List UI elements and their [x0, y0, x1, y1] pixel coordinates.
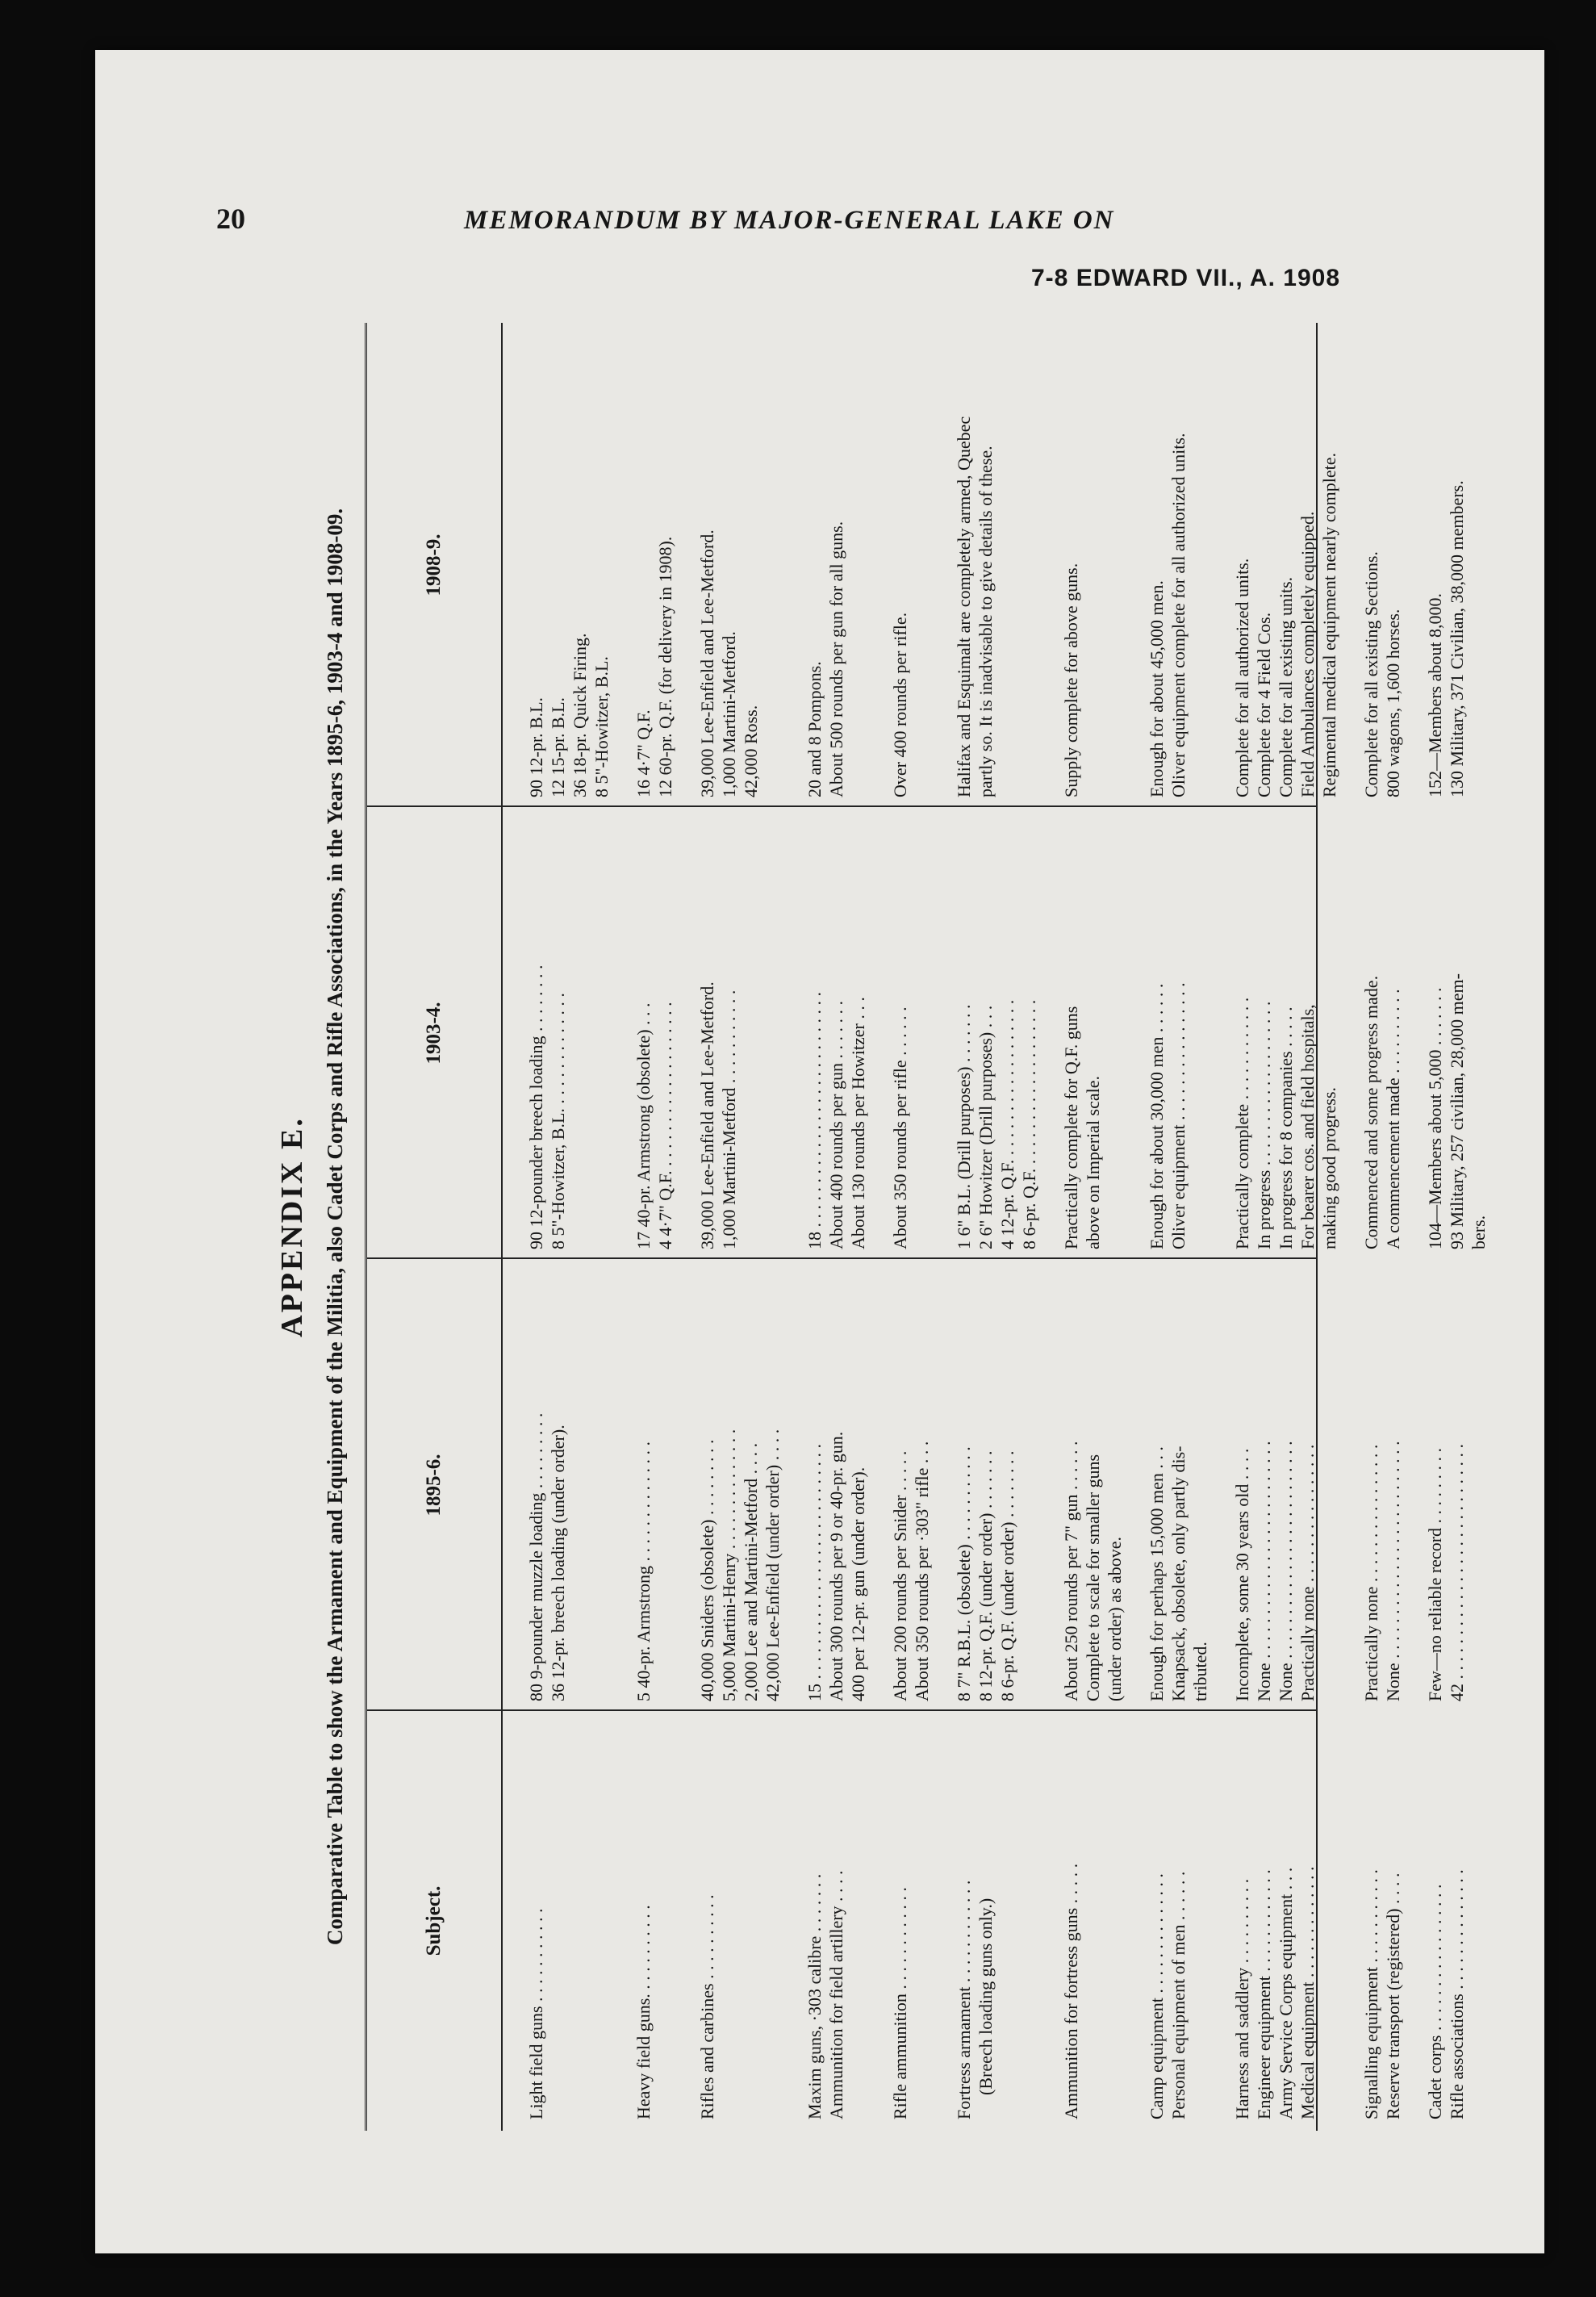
cell-line: About 350 rounds per rifle . . . . . .: [890, 1006, 910, 1249]
cell-y1903: [1146, 814, 1189, 1249]
cell-y1895: [953, 1266, 1018, 1701]
cell-line: Enough for about 30,000 men . . . . . .: [1147, 983, 1167, 1249]
cell-line: 130 Military, 371 Civilian, 38,000 members.: [1447, 480, 1467, 797]
cell-line: Heavy field guns. . . . . . . . . . .: [633, 1905, 654, 2119]
cell-y1903: [1424, 814, 1489, 1249]
cell-line: 8 5"-Howitzer, B.L. . . . . . . . . . . . . .: [548, 993, 568, 1249]
cell-line: Oliver equipment . . . . . . . . . . . . . . . .: [1168, 982, 1189, 1249]
cell-line: 2,000 Lee and Martini-Metford . . . .: [741, 1442, 761, 1701]
cell-line: 42,000 Lee-Enfield (under order) . . . .: [762, 1429, 783, 1701]
cell-y1903: [696, 814, 740, 1249]
cell-line: 5,000 Martini-Henry . . . . . . . . . . . . . .: [719, 1429, 739, 1701]
cell-line: 12 60-pr. Q.F. (for delivery in 1908).: [655, 536, 675, 797]
cell-y1903: [525, 814, 569, 1249]
cell-line: 39,000 Lee-Enfield and Lee-Metford.: [697, 529, 717, 797]
cell-line: In progress for 8 companies . . . . .: [1276, 1006, 1296, 1249]
cell-line: Knapsack, obsolete, only partly dis-: [1168, 1446, 1189, 1701]
cell-line: Medical equipment . . . . . . . . . . . . .: [1297, 1866, 1318, 2119]
column-header-1903: 1903-4.: [423, 1002, 445, 1065]
cell-line: 400 per 12-pr. gun (under order).: [848, 1466, 868, 1701]
cell-line: None . . . . . . . . . . . . . . . . . . . . . . . . .: [1276, 1441, 1296, 1701]
cell-y1908: [1060, 329, 1082, 797]
cell-y1895: [804, 1266, 869, 1701]
cell-subject: [1146, 1716, 1189, 2119]
running-head: MEMORANDUM BY MAJOR-GENERAL LAKE ON: [464, 206, 1115, 235]
cell-line: 104—Members about 5,000 . . . . . . .: [1425, 987, 1445, 1249]
column-header-1895: 1895-6.: [423, 1454, 445, 1517]
cell-line: About 400 rounds per gun . . . . . . .: [826, 1001, 846, 1249]
cell-line: 8 6-pr. Q.F. . . . . . . . . . . . . . . . . . . .: [1019, 999, 1039, 1249]
cell-y1903: [953, 814, 1040, 1249]
cell-line: 8 5"-Howitzer, B.L.: [591, 656, 612, 797]
cell-line: Fortress armament . . . . . . . . . . . .: [954, 1880, 974, 2119]
cell-line: About 250 rounds per 7" gun . . . . . .: [1061, 1441, 1081, 1701]
cell-line: 15 . . . . . . . . . . . . . . . . . . . . . . . . . . .: [804, 1444, 825, 1701]
cell-y1908: [633, 329, 676, 797]
cell-line: Few—no reliable record . . . . . . . . .: [1425, 1447, 1445, 1701]
cell-line: Reserve transport (registered) . . . .: [1383, 1872, 1403, 2119]
cell-line: bers.: [1469, 1215, 1489, 1249]
cell-y1908: [1146, 329, 1189, 797]
cell-line: 800 wagons, 1,600 horses.: [1383, 609, 1403, 797]
cell-y1895: [1146, 1266, 1211, 1701]
cell-y1908: [804, 329, 847, 797]
cell-subject: [696, 1716, 718, 2119]
cell-line: Maxim guns, ·303 calibre . . . . . . .: [804, 1873, 825, 2119]
cell-line: Oliver equipment complete for all authorized units.: [1168, 433, 1189, 797]
cell-y1895: [1060, 1266, 1126, 1701]
cell-y1908: [953, 329, 996, 797]
cell-line: 42,000 Ross.: [741, 705, 761, 797]
cell-y1895: [696, 1266, 783, 1701]
cell-line: Light field guns . . . . . . . . . . .: [526, 1908, 546, 2119]
cell-subject: [889, 1716, 911, 2119]
cell-line: 20 and 8 Pompons.: [804, 661, 825, 797]
cell-line: 4 4·7" Q.F. . . . . . . . . . . . . . . . . . . .: [655, 1002, 675, 1249]
cell-line: 5 40-pr. Armstrong . . . . . . . . . . . . . .: [633, 1441, 654, 1701]
session-note: 7-8 EDWARD VII., A. 1908: [1031, 265, 1341, 291]
column-divider: [367, 1257, 1318, 1259]
cell-y1903: [1360, 814, 1404, 1249]
cell-line: making good progress.: [1319, 1086, 1339, 1249]
cell-line: 93 Military, 257 civilian, 28,000 mem-: [1447, 973, 1467, 1249]
cell-y1895: [889, 1266, 933, 1701]
cell-y1903: [1060, 814, 1104, 1249]
cell-line: Complete for 4 Field Cos.: [1254, 612, 1274, 797]
cell-line: Halifax and Esquimalt are completely armed, Quebec: [954, 416, 974, 797]
cell-line: Complete for all existing units.: [1276, 576, 1296, 797]
cell-line: 1 6" B.L. (Drill purposes) . . . . . . .: [954, 1004, 974, 1249]
cell-y1908: [1424, 329, 1468, 797]
cell-line: 90 12-pounder breech loading . . . . . . . .: [526, 964, 546, 1249]
cell-line: partly so. It is inadvisable to give details of these.: [976, 446, 996, 797]
cell-line: None . . . . . . . . . . . . . . . . . . . . . . . . .: [1254, 1441, 1274, 1701]
cell-line: 1,000 Martini-Metford . . . . . . . . . . .: [719, 990, 739, 1249]
cell-line: 12 15-pr. B.L.: [548, 697, 568, 797]
cell-subject: [1360, 1716, 1404, 2119]
cell-y1908: [1360, 329, 1404, 797]
cell-line: 39,000 Lee-Enfield and Lee-Metford.: [697, 981, 717, 1249]
cell-line: Rifle ammunition . . . . . . . . . . . .: [890, 1887, 910, 2119]
cell-line: Practically none . . . . . . . . . . . . . . . .: [1297, 1444, 1318, 1701]
cell-line: 90 12-pr. B.L.: [526, 697, 546, 797]
cell-line: None . . . . . . . . . . . . . . . . . . . . . . . . .: [1383, 1441, 1403, 1701]
cell-line: Field Ambulances completely equipped.: [1297, 511, 1318, 797]
cell-line: Complete to scale for smaller guns: [1083, 1454, 1103, 1701]
cell-line: (Breech loading guns only.): [976, 1897, 996, 2095]
cell-line: Cadet corps . . . . . . . . . . . . . . . . .: [1425, 1884, 1445, 2119]
cell-y1908: [525, 329, 612, 797]
cell-line: Supply complete for above guns.: [1061, 563, 1081, 797]
cell-line: 8 7" R.B.L. (obsolete) . . . . . . . . . . .: [954, 1446, 974, 1701]
cell-y1903: [889, 814, 911, 1249]
cell-line: Practically complete for Q.F. guns: [1061, 1006, 1081, 1249]
cell-line: Enough for perhaps 15,000 men . . .: [1147, 1446, 1167, 1701]
cell-subject: [1231, 1716, 1318, 2119]
appendix-title: APPENDIX E.: [275, 1116, 309, 1337]
cell-line: 42 . . . . . . . . . . . . . . . . . . . . . . . . . . .: [1447, 1444, 1467, 1701]
cell-line: For bearer cos. and field hospitals,: [1297, 1004, 1318, 1249]
cell-y1895: [1231, 1266, 1318, 1701]
comparative-table: [365, 323, 1489, 2131]
cell-line: Ammunition for field artillery . . . .: [826, 1870, 846, 2119]
page-number: 20: [216, 203, 245, 235]
cell-line: Signalling equipment . . . . . . . . . . .: [1361, 1869, 1381, 2119]
cell-line: Practically complete . . . . . . . . . . . .: [1232, 997, 1252, 1249]
cell-line: Rifles and carbines . . . . . . . . . .: [697, 1894, 717, 2119]
cell-line: Practically none . . . . . . . . . . . . . . . .: [1361, 1444, 1381, 1701]
cell-line: About 200 rounds per Snider . . . . .: [890, 1450, 910, 1701]
cell-line: A commencement made . . . . . . . . . .: [1383, 989, 1403, 1249]
cell-line: Ammunition for fortress guns . . . . .: [1061, 1863, 1081, 2119]
cell-line: Engineer equipment . . . . . . . . . . . .: [1254, 1869, 1274, 2119]
cell-line: About 130 rounds per Howitzer . . .: [848, 997, 868, 1249]
cell-y1908: [889, 329, 911, 797]
header-rule: [501, 323, 503, 2131]
column-divider: [367, 1709, 1318, 1711]
cell-line: About 500 rounds per gun for all guns.: [826, 521, 846, 797]
cell-subject: [1424, 1716, 1468, 2119]
cell-line: Complete for all existing Sections.: [1361, 551, 1381, 797]
cell-y1895: [1424, 1266, 1468, 1701]
cell-subject: [953, 1716, 996, 2119]
cell-line: Army Service Corps equipment . . .: [1276, 1867, 1296, 2119]
cell-line: tributed.: [1190, 1642, 1210, 1701]
cell-subject: [633, 1716, 654, 2119]
cell-line: 1,000 Martini-Metford.: [719, 631, 739, 797]
cell-line: About 300 rounds per 9 or 40-pr. gun.: [826, 1431, 846, 1701]
column-header-1908: 1908-9.: [423, 533, 445, 596]
rotated-table-block: [242, 323, 1489, 2131]
cell-line: above on Imperial scale.: [1083, 1075, 1103, 1249]
cell-line: 18 . . . . . . . . . . . . . . . . . . . . . . . . . . .: [804, 992, 825, 1249]
cell-line: 40,000 Sniders (obsolete) . . . . . . . . .: [697, 1439, 717, 1701]
cell-y1895: [1360, 1266, 1404, 1701]
column-divider: [367, 805, 1318, 807]
cell-subject: [1060, 1716, 1082, 2119]
cell-subject: [525, 1716, 547, 2119]
cell-line: Rifle associations . . . . . . . . . . . . . .: [1447, 1869, 1467, 2119]
cell-line: Over 400 rounds per rifle.: [890, 612, 910, 797]
cell-y1903: [1231, 814, 1340, 1249]
cell-line: 36 12-pr. breech loading (under order).: [548, 1425, 568, 1701]
cell-line: 4 12-pr. Q.F. . . . . . . . . . . . . . . . . . .: [997, 999, 1017, 1249]
cell-line: Complete for all authorized units.: [1232, 558, 1252, 797]
cell-line: (under order) as above.: [1105, 1536, 1125, 1701]
cell-line: 8 12-pr. Q.F. (under order) . . . . . . .: [976, 1450, 996, 1701]
cell-line: Harness and saddlery . . . . . . . . . .: [1232, 1878, 1252, 2119]
cell-y1895: [633, 1266, 654, 1701]
cell-subject: [804, 1716, 847, 2119]
cell-y1908: [1231, 329, 1340, 797]
cell-line: 36 18-pr. Quick Firing.: [570, 633, 590, 797]
cell-line: 152—Members about 8,000.: [1425, 593, 1445, 797]
cell-y1903: [804, 814, 869, 1249]
cell-line: 8 6-pr. Q.F. (under order) . . . . . . . .: [997, 1450, 1017, 1701]
cell-line: Commenced and some progress made.: [1361, 975, 1381, 1249]
cell-line: 80 9-pounder muzzle loading . . . . . . . . .: [526, 1412, 546, 1701]
table-caption: Comparative Table to show the Armament and Equipment of the Militia, also Cadet Corps and Rifle Associations, in the Years 1895-6, 1903-4 and 1908-09.: [323, 508, 347, 1946]
cell-line: Camp equipment . . . . . . . . . . . . . .: [1147, 1873, 1167, 2119]
cell-line: In progress . . . . . . . . . . . . . . . . . . .: [1254, 1001, 1274, 1249]
cell-y1908: [696, 329, 762, 797]
cell-line: Incomplete, some 30 years old . . . .: [1232, 1448, 1252, 1701]
cell-line: Regimental medical equipment nearly complete.: [1319, 452, 1339, 797]
cell-y1903: [633, 814, 676, 1249]
cell-line: 2 6" Howitzer (Drill purposes) . . .: [976, 1005, 996, 1249]
cell-line: About 350 rounds per ·303" rifle . . .: [912, 1441, 932, 1701]
cell-line: Enough for about 45,000 men.: [1147, 580, 1167, 797]
cell-line: 17 40-pr. Armstrong (obsolete) . . .: [633, 1002, 654, 1249]
cell-line: 16 4·7" Q.F.: [633, 709, 654, 797]
cell-line: Personal equipment of men . . . . . .: [1168, 1871, 1189, 2119]
cell-y1895: [525, 1266, 569, 1701]
column-header-subject: Subject.: [423, 1885, 445, 1956]
